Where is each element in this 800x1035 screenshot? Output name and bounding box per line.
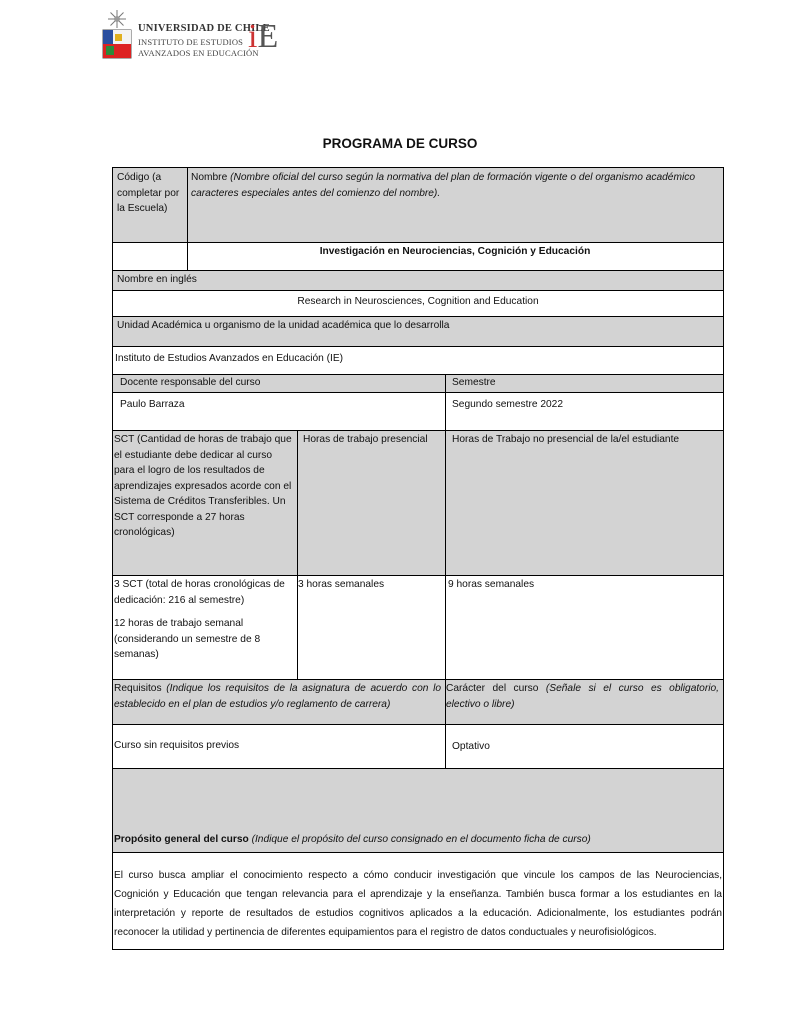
ingles-value: Research in Neurosciences, Cognition and Education: [297, 296, 539, 307]
nombre-label-cell: [187, 168, 723, 242]
unidad-label: Unidad Académica u organismo de la unidad académica que lo desarrolla: [113, 316, 723, 346]
nombre-label: Nombre: [191, 172, 228, 183]
sct-value: 3 SCT (total de horas cronológicas de dedicación: 216 al semestre): [114, 579, 285, 606]
rule: [113, 290, 723, 291]
institution-logo: [100, 8, 300, 62]
institute-line-1: INSTITUTO DE ESTUDIOS: [138, 37, 244, 47]
codigo-cell: [113, 168, 187, 242]
nombre-value: Investigación en Neurociencias, Cognición y Educación: [319, 246, 591, 257]
rule: [113, 316, 723, 317]
caracter-hint: (Señale si el curso es obligatorio, electivo o libre): [446, 683, 720, 710]
rule: [113, 392, 723, 393]
university-crest-icon: [100, 8, 134, 60]
sct-label: SCT (Cantidad de horas de trabajo que el estudiante debe dedicar al curso para el logro de los resultados de aprendizajes expresados acorde con el Sistema de Créditos Transferibles. Un SCT corresponde a 27 horas cronológicas): [113, 430, 297, 575]
rule: [113, 852, 723, 853]
rule: [113, 430, 723, 431]
rule: [187, 168, 188, 270]
rule: [113, 346, 723, 347]
requisitos-label: Requisitos: [114, 683, 162, 694]
institute-line-2: AVANZADOS EN EDUCACIÓN: [138, 48, 259, 58]
rule: [113, 575, 723, 576]
university-name: UNIVERSIDAD DE CHILE: [138, 23, 270, 34]
nombre-hint: (Nombre oficial del curso según la normativa del plan de formación vigente o del organismo académico caracteres especiales antes del comienzo del nombre).: [191, 172, 695, 199]
rule: [113, 242, 723, 243]
proposito-label-cell: [113, 768, 723, 852]
semestre-value: Segundo semestre 2022: [452, 399, 564, 410]
requisitos-value: Curso sin requisitos previos: [114, 740, 240, 751]
rule: [113, 374, 723, 375]
rule: [113, 724, 723, 725]
caracter-value: Optativo: [452, 741, 490, 752]
caracter-label-cell: [445, 679, 723, 724]
ie-mark: [248, 20, 278, 54]
rule: [113, 270, 723, 271]
codigo-label: Código (a completar por la Escuela): [117, 172, 180, 214]
ingles-label: Nombre en inglés: [113, 270, 723, 290]
docente-label: Docente responsable del curso: [113, 374, 445, 392]
sct-value-weekly: 12 horas de trabajo semanal (considerando un semestre de 8 semanas): [114, 618, 261, 660]
ie-mark-e: E: [257, 18, 279, 55]
docente-value: Paulo Barraza: [120, 399, 185, 410]
caracter-label: Carácter del curso: [446, 683, 539, 694]
proposito-value: El curso busca ampliar el conocimiento respecto a cómo conducir investigación que vincule los campos de las Neurociencias, Cognición y Educación que tengan relevancia para el aprendizaje y la enseñanza. También busca formar a los estudiantes en la interpretación y reporte de resultados de estudios cognitivos aplicados a la educación. Adicionalmente, los estudiantes podrán reconocer la utilidad y pertinencia de diferentes equipamientos para el registro de datos conductuales y neurofisiológicos.: [114, 870, 722, 938]
proposito-label: Propósito general del curso: [114, 834, 249, 845]
presencial-label: Horas de trabajo presencial: [297, 430, 445, 575]
presencial-value: 3 horas semanales: [298, 579, 385, 590]
rule: [113, 679, 723, 680]
unidad-value: Instituto de Estudios Avanzados en Educación (IE): [115, 353, 344, 364]
rule: [113, 768, 723, 769]
rule: [297, 430, 298, 679]
ie-mark-i: i: [248, 18, 258, 55]
no-presencial-value: 9 horas semanales: [448, 579, 535, 590]
no-presencial-label: Horas de Trabajo no presencial de la/el estudiante: [445, 430, 723, 575]
course-table: [112, 167, 724, 950]
proposito-hint: (Indique el propósito del curso consignado en el documento ficha de curso): [251, 834, 591, 845]
semestre-label: Semestre: [445, 374, 723, 392]
requisitos-hint: (Indique los requisitos de la asignatura de acuerdo con lo establecido en el plan de estudios y/o reglamento de carrera): [114, 683, 441, 710]
page-title: PROGRAMA DE CURSO: [322, 136, 478, 151]
sct-value-cell: [113, 575, 297, 679]
requisitos-label-cell: [113, 679, 445, 724]
rule: [445, 374, 446, 768]
